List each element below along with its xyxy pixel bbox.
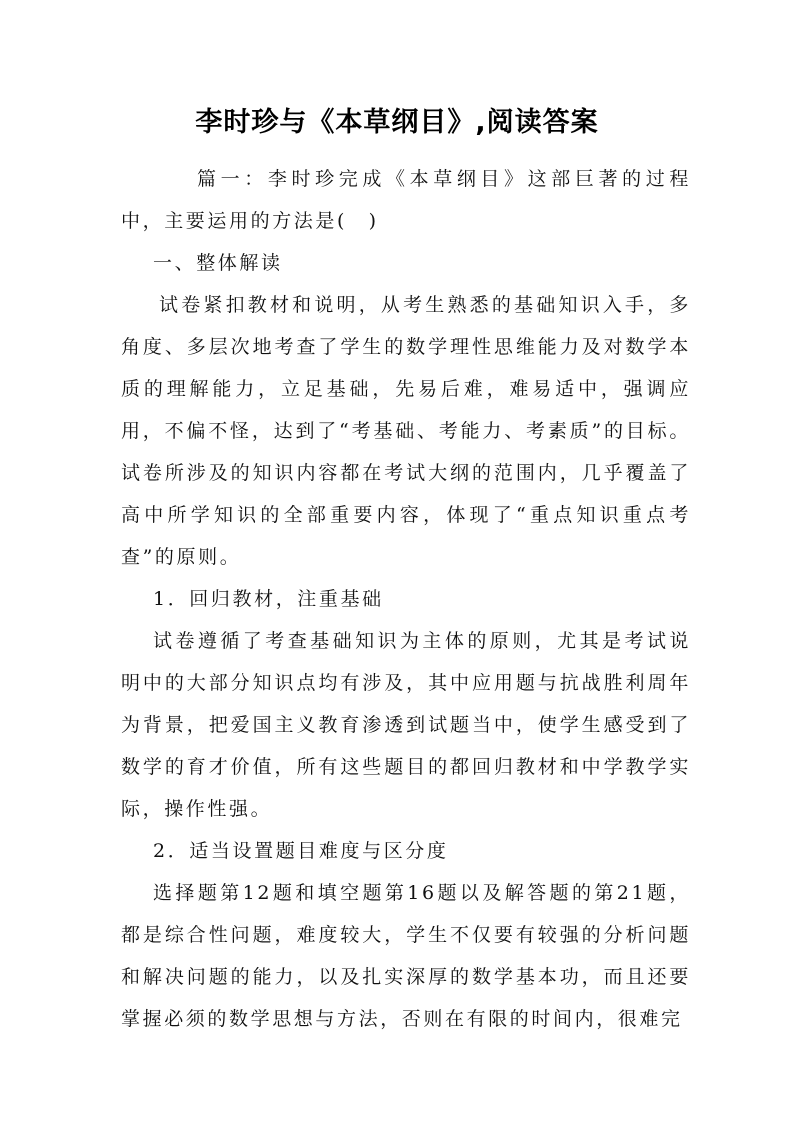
- subheading-return-to-textbook: 1．回归教材，注重基础: [153, 588, 384, 610]
- paragraph-intro-question: 篇一：李时珍完成《本草纲目》这部巨著的过程中，主要运用的方法是( ): [121, 168, 691, 232]
- paragraph-overall-reading: 试卷紧扣教材和说明，从考生熟悉的基础知识入手，多角度、多层次地考查了学生的数学理性思维能力及对数学本质的理解能力，立足基础，先易后难，难易适中，强调应用，不偏不怪，达到了“考基础、考能力、考素质”的目标。试卷所涉及的知识内容都在考试大纲的范围内，几乎覆盖了高中所学知识的全部重要内容，体现了“重点知识重点考查”的原则。: [121, 294, 691, 568]
- document-title: 李时珍与《本草纲目》,阅读答案: [195, 107, 599, 138]
- section-heading-overall: 一、整体解读: [153, 252, 283, 274]
- subheading-difficulty: 2．适当设置题目难度与区分度: [153, 840, 449, 862]
- document-body: [121, 158, 691, 1040]
- paragraph-difficulty: 选择题第12题和填空题第16题以及解答题的第21题，都是综合性问题，难度较大，学生不仅要有较强的分析问题和解决问题的能力，以及扎实深厚的数学基本功，而且还要掌握必须的数学思想与方法，否则在有限的时间内，很难完: [121, 882, 691, 1030]
- paragraph-return-to-textbook: 试卷遵循了考查基础知识为主体的原则，尤其是考试说明中的大部分知识点均有涉及，其中应用题与抗战胜利周年为背景，把爱国主义教育渗透到试题当中，使学生感受到了数学的育才价值，所有这些题目的都回归教材和中学教学实际，操作性强。: [121, 630, 691, 820]
